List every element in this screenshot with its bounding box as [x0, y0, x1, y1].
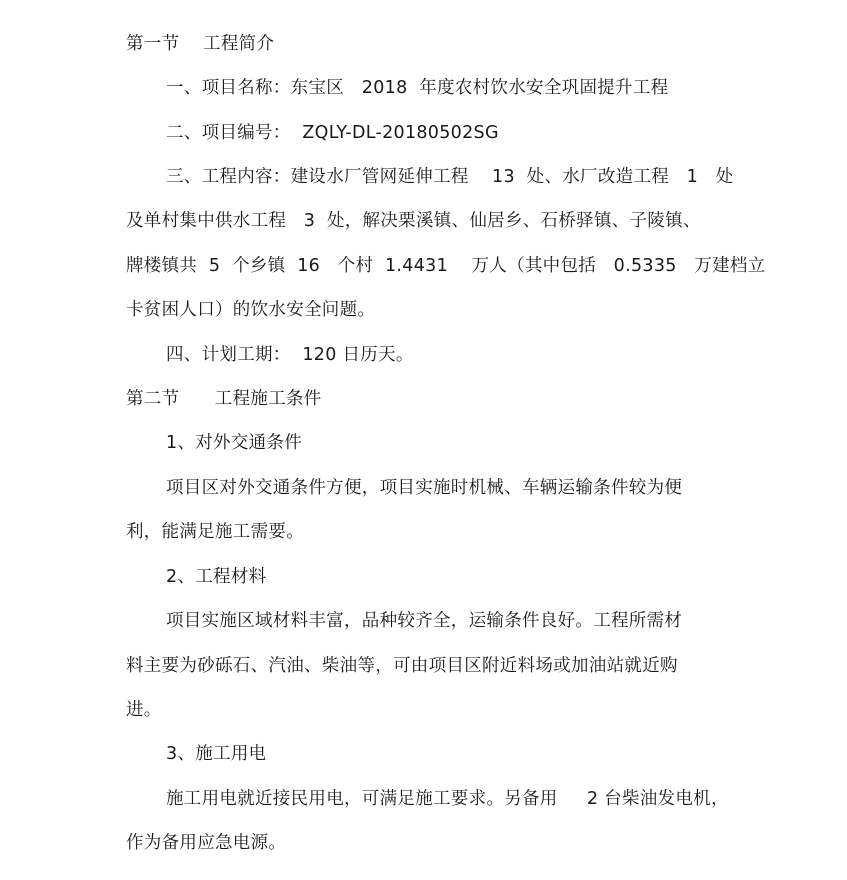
- project-code-line: 二、项目编号： ZQLY-DL-20180502SG: [166, 123, 499, 143]
- materials-heading: 2、工程材料: [166, 567, 267, 587]
- power-text-line-2: 作为备用应急电源。: [126, 833, 287, 853]
- project-content-line-1: 三、工程内容：建设水厂管网延伸工程 13 处、水厂改造工程 1 处: [166, 167, 734, 187]
- materials-text-line-3: 进。: [126, 700, 162, 720]
- project-content-line-2: 及单村集中供水工程 3 处，解决栗溪镇、仙居乡、石桥驿镇、子陵镇、: [126, 211, 701, 231]
- power-heading: 3、施工用电: [166, 744, 267, 764]
- traffic-heading: 1、对外交通条件: [166, 433, 303, 453]
- section-2-title: 第二节 工程施工条件: [126, 389, 322, 409]
- project-content-line-3: 牌楼镇共 5 个乡镇 16 个村 1.4431 万人（其中包括 0.5335 万建档立: [126, 256, 766, 276]
- project-name-line: 一、项目名称：东宝区 2018 年度农村饮水安全巩固提升工程: [166, 78, 669, 98]
- project-content-line-4: 卡贫困人口）的饮水安全问题。: [126, 300, 376, 320]
- project-period-line: 四、计划工期： 120 日历天。: [166, 345, 414, 365]
- materials-text-line-2: 料主要为砂砾石、汽油、柴油等，可由项目区附近料场或加油站就近购: [126, 656, 678, 676]
- materials-text-line-1: 项目实施区域材料丰富，品种较齐全，运输条件良好。工程所需材: [166, 611, 683, 631]
- power-text-line-1: 施工用电就近接民用电，可满足施工要求。另备用 2 台柴油发电机，: [166, 789, 729, 809]
- traffic-text-line-1: 项目区对外交通条件方便，项目实施时机械、车辆运输条件较为便: [166, 478, 683, 498]
- traffic-text-line-2: 利，能满足施工需要。: [126, 522, 304, 542]
- section-1-title: 第一节 工程简介: [126, 34, 275, 54]
